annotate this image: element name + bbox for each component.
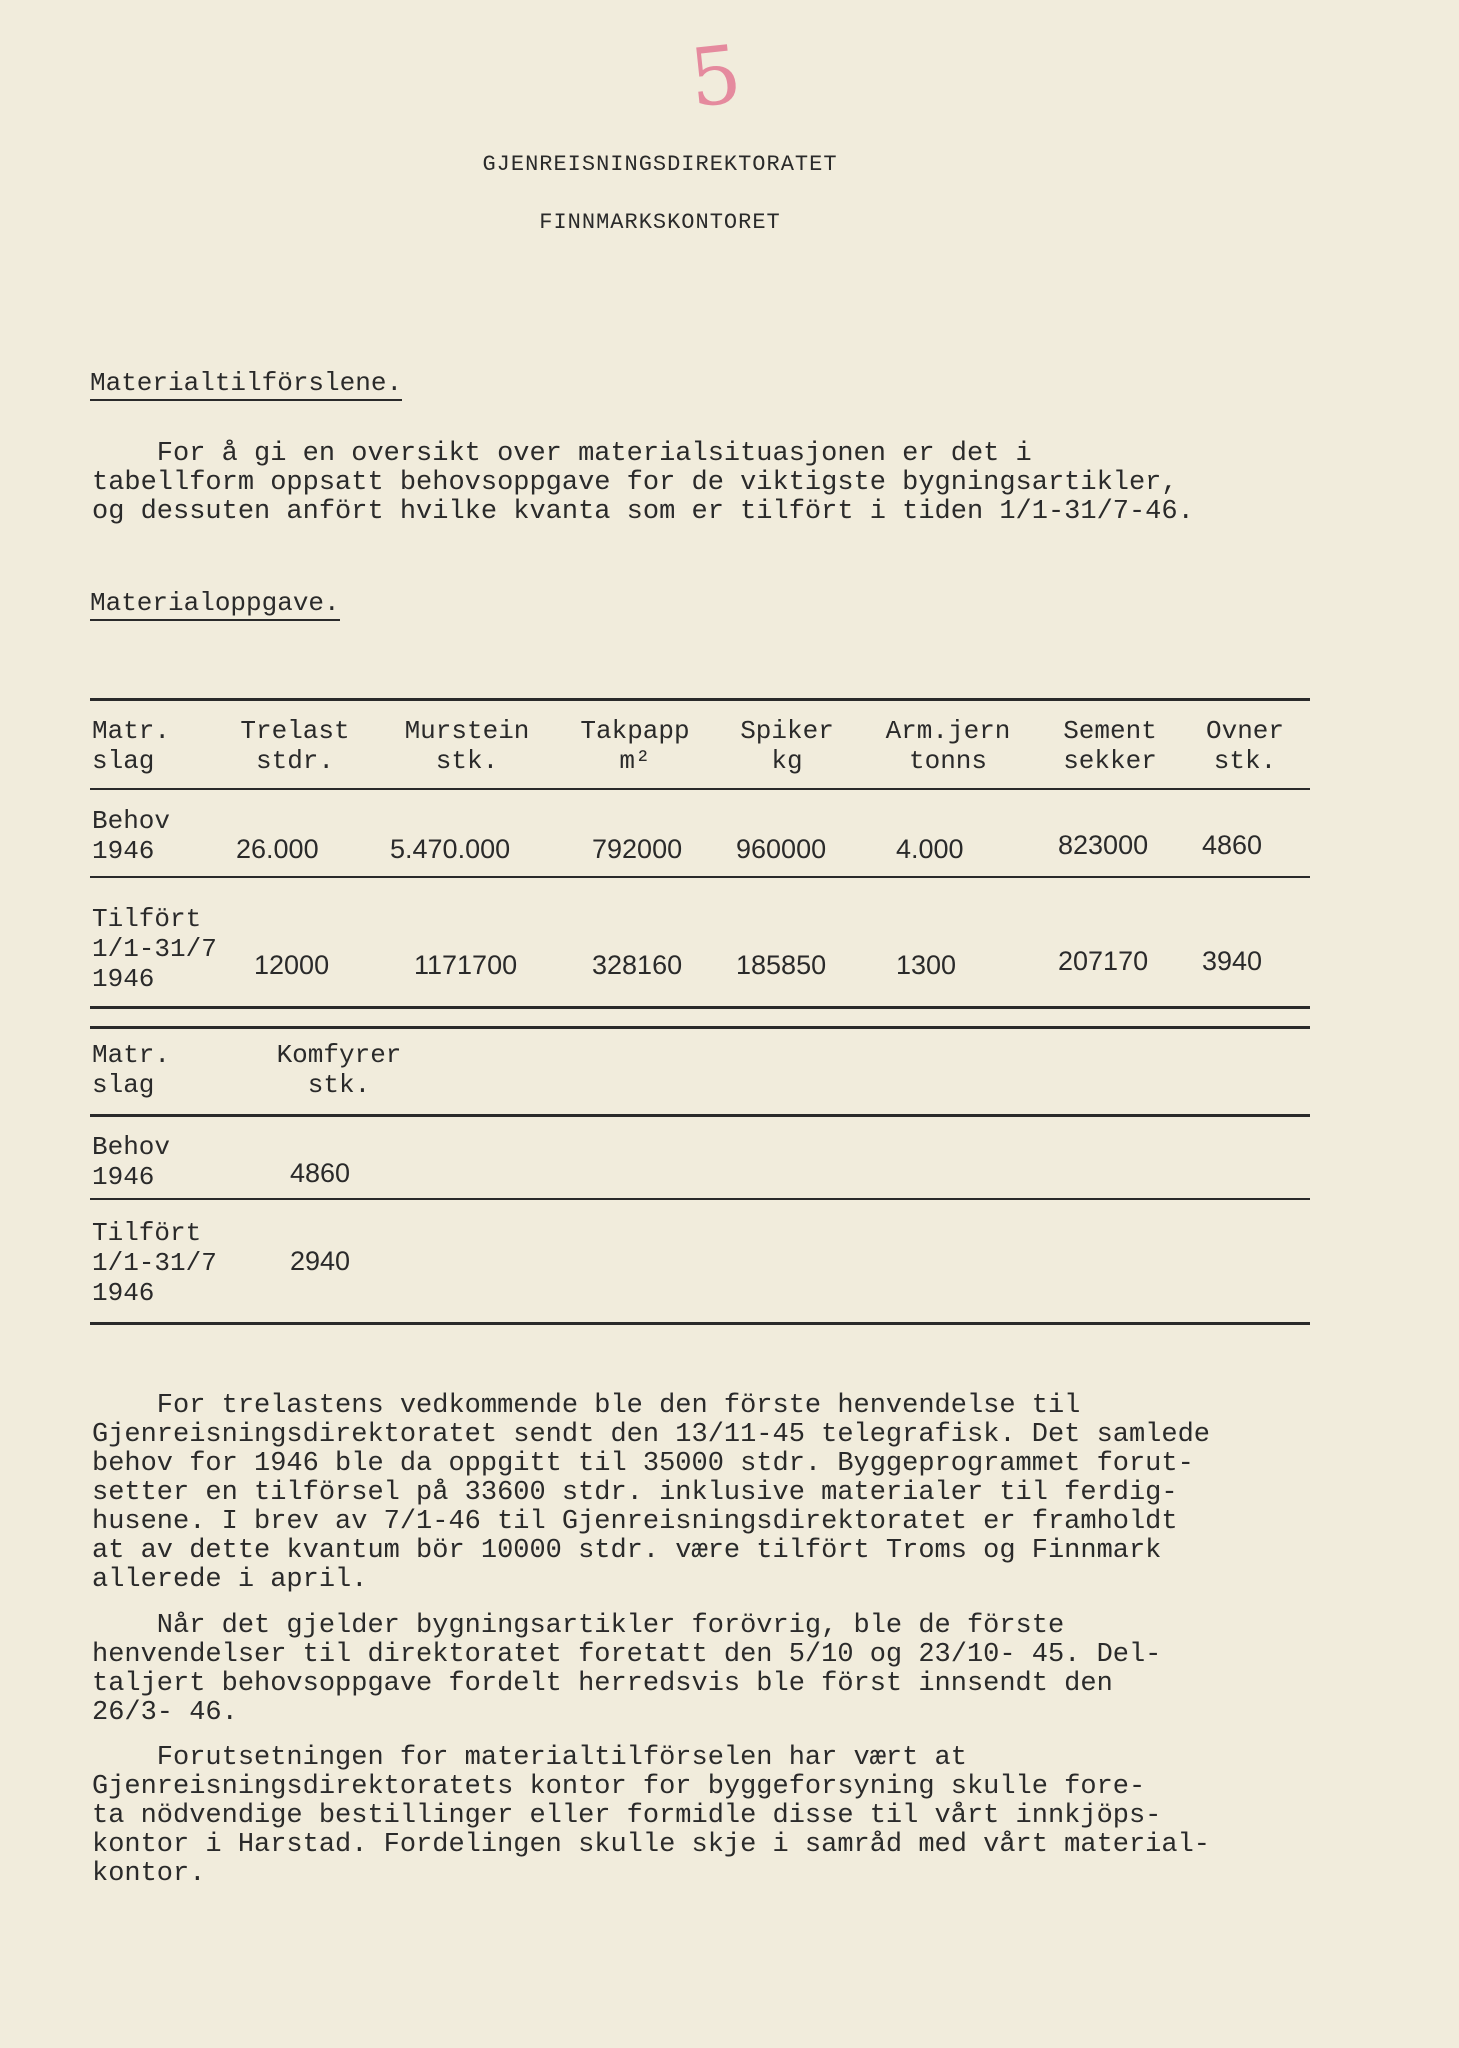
table-rule xyxy=(90,1026,1310,1029)
section-title-materialoppgave: Materialoppgave. xyxy=(90,588,340,621)
table-cell: 792000 xyxy=(592,834,683,864)
col-header-ovner xyxy=(1190,716,1300,776)
text-line: taljert behovsoppgave fordelt herredsvis ble först innsendt den xyxy=(92,1669,1113,1699)
header-line: stdr. xyxy=(255,746,334,776)
section-title-materialtilforslene: Materialtilförslene. xyxy=(90,368,402,401)
header-line: tonns xyxy=(908,746,987,776)
row-label-line: Tilfört xyxy=(92,1218,202,1248)
row-label-behov xyxy=(92,1132,170,1192)
table-rule xyxy=(90,1006,1310,1009)
col-header-matr xyxy=(92,716,170,776)
text-line: setter en tilförsel på 33600 stdr. inklusive materialer til ferdig- xyxy=(92,1478,1178,1508)
table-cell: 960000 xyxy=(736,834,827,864)
row-label-behov xyxy=(92,806,170,866)
header-line: Matr. xyxy=(92,1040,171,1070)
header-line: slag xyxy=(92,1070,155,1100)
table-rule xyxy=(90,1198,1310,1200)
intro-line: For å gi en oversikt over materialsituasjonen er det i xyxy=(92,439,1032,469)
text-line: For trelastens vedkommende ble den förste henvendelse til xyxy=(92,1391,1081,1421)
table-cell: 1300 xyxy=(896,950,957,980)
header-line: stk. xyxy=(307,1070,371,1100)
table-cell: 26.000 xyxy=(236,834,319,864)
row-label-tilfort xyxy=(92,1218,217,1308)
row-label-line: 1946 xyxy=(92,1162,155,1192)
row-label-line: 1/1-31/7 xyxy=(92,1248,217,1278)
row-label-line: 1946 xyxy=(92,964,155,994)
text-line: Gjenreisningsdirektoratets kontor for byggeforsyning skulle fore- xyxy=(92,1772,1146,1802)
header-line: Arm.jern xyxy=(885,716,1011,746)
header-line: Komfyrer xyxy=(276,1040,402,1070)
header-line: Trelast xyxy=(240,716,350,746)
col-header-murstein xyxy=(382,716,552,776)
row-label-line: Behov xyxy=(92,806,171,836)
col-header-takpapp xyxy=(560,716,710,776)
table-cell: 4860 xyxy=(1202,830,1263,860)
table-cell: 12000 xyxy=(254,950,330,980)
col-header-komfyrer xyxy=(264,1040,414,1100)
table-rule xyxy=(90,1322,1310,1325)
row-label-tilfort xyxy=(92,904,217,994)
text-line: henvendelser til direktoratet foretatt den 5/10 og 23/10- 45. Del- xyxy=(92,1640,1162,1670)
header-line: sekker xyxy=(1063,746,1157,776)
header-directorate: GJENREISNINGSDIREKTORATET xyxy=(482,152,838,177)
header-line: stk. xyxy=(435,746,499,776)
table-cell: 5.470.000 xyxy=(390,834,511,864)
header-line: Ovner xyxy=(1205,716,1284,746)
header-line: stk. xyxy=(1213,746,1277,776)
text-line: Forutsetningen for materialtilförselen har vært at xyxy=(92,1743,967,1773)
header-line: Sement xyxy=(1063,716,1157,746)
table-cell: 823000 xyxy=(1058,830,1149,860)
text-line: Gjenreisningsdirektoratet sendt den 13/11-45 telegrafisk. Det samlede xyxy=(92,1420,1210,1450)
table-cell: 4.000 xyxy=(896,834,964,864)
header-line: slag xyxy=(92,746,155,776)
table-cell: 328160 xyxy=(592,950,683,980)
row-label-line: Behov xyxy=(92,1132,171,1162)
header-line: m² xyxy=(619,746,651,776)
col-header-matr xyxy=(92,1040,170,1100)
table-rule xyxy=(90,1114,1310,1117)
header-line: Matr. xyxy=(92,716,171,746)
text-line: at av dette kvantum bör 10000 stdr. være tilfört Troms og Finnmark xyxy=(92,1536,1162,1566)
row-label-line: 1946 xyxy=(92,836,155,866)
text-line: Når det gjelder bygningsartikler forövrig, ble de förste xyxy=(92,1611,1065,1641)
text-line: kontor i Harstad. Fordelingen skulle skje i samråd med vårt material- xyxy=(92,1830,1210,1860)
header-line: Takpapp xyxy=(580,716,690,746)
intro-line: tabellform oppsatt behovsoppgave for de viktigste bygningsartikler, xyxy=(92,468,1178,498)
col-header-sement xyxy=(1040,716,1180,776)
table-cell: 3940 xyxy=(1202,946,1263,976)
table-rule xyxy=(90,788,1310,790)
text-line: 26/3- 46. xyxy=(92,1698,238,1728)
text-line: behov for 1946 ble da oppgitt til 35000 stdr. Byggeprogrammet forut- xyxy=(92,1449,1194,1479)
table-rule xyxy=(90,698,1310,701)
table-cell: 207170 xyxy=(1058,946,1149,976)
text-line: husene. I brev av 7/1-46 til Gjenreisningsdirektoratet er framholdt xyxy=(92,1507,1178,1537)
text-line: ta nödvendige bestillinger eller formidle disse til vårt innkjöps- xyxy=(92,1801,1162,1831)
col-header-spiker xyxy=(722,716,852,776)
header-office: FINNMARKSKONTORET xyxy=(539,210,781,235)
table-rule xyxy=(90,876,1310,878)
header-line: kg xyxy=(771,746,803,776)
row-label-line: 1/1-31/7 xyxy=(92,934,217,964)
header-line: Murstein xyxy=(404,716,530,746)
table-cell: 2940 xyxy=(290,1246,351,1276)
page-number: 5 xyxy=(685,27,746,126)
table-cell: 1171700 xyxy=(414,950,518,980)
row-label-line: Tilfört xyxy=(92,904,202,934)
header-line: Spiker xyxy=(740,716,834,746)
col-header-armjern xyxy=(868,716,1028,776)
col-header-trelast xyxy=(220,716,370,776)
row-label-line: 1946 xyxy=(92,1278,155,1308)
intro-line: og dessuten anfört hvilke kvanta som er tilfört i tiden 1/1-31/7-46. xyxy=(92,497,1194,527)
text-line: kontor. xyxy=(92,1859,206,1889)
table-cell: 4860 xyxy=(290,1158,351,1188)
table-cell: 185850 xyxy=(736,950,827,980)
text-line: allerede i april. xyxy=(92,1565,368,1595)
